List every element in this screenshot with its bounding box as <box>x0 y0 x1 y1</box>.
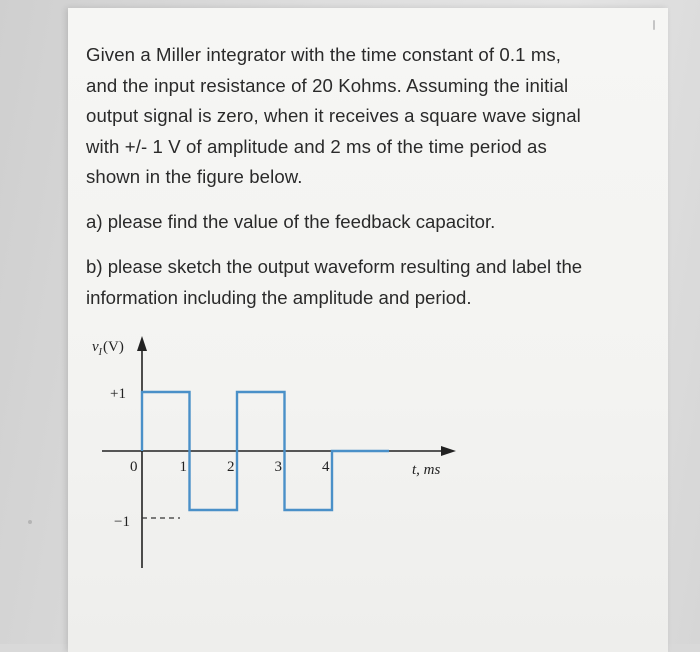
x-tick-label: 0 <box>130 459 138 475</box>
question-line: and the input resistance of 20 Kohms. Assuming the initial <box>86 74 569 96</box>
x-tick-label: 1 <box>179 459 187 475</box>
part-b-line: information including the amplitude and period. <box>86 286 472 308</box>
question-line: with +/- 1 V of amplitude and 2 ms of the time period as <box>86 135 547 157</box>
x-tick-label: 2 <box>227 459 235 475</box>
question-text <box>86 40 646 193</box>
part-b-line: b) please sketch the output waveform resulting and label the <box>86 256 583 277</box>
y-axis-label: $v_I(V)$ <box>92 339 124 358</box>
stray-mark <box>28 520 32 524</box>
x-tick-labels <box>130 459 330 475</box>
question-line: Given a Miller integrator with the time constant of 0.1 ms, <box>86 44 562 65</box>
question-line: shown in the figure below. <box>86 166 303 187</box>
x-axis-arrowhead <box>441 446 456 456</box>
x-tick-label: 3 <box>274 459 282 475</box>
part-a-text <box>86 207 646 238</box>
x-axis-label: t, ms <box>412 462 441 478</box>
y-tick-label-neg: −1 <box>114 514 130 530</box>
square-wave-figure <box>60 320 480 580</box>
part-b-text <box>86 252 646 313</box>
y-axis-arrowhead <box>137 336 147 351</box>
stray-mark <box>653 20 655 30</box>
y-tick-label-pos: +1 <box>110 386 126 402</box>
part-a-line: a) please find the value of the feedback capacitor. <box>86 211 496 232</box>
x-tick-label: 4 <box>322 459 330 475</box>
question-line: output signal is zero, when it receives a square wave signal <box>86 105 581 126</box>
